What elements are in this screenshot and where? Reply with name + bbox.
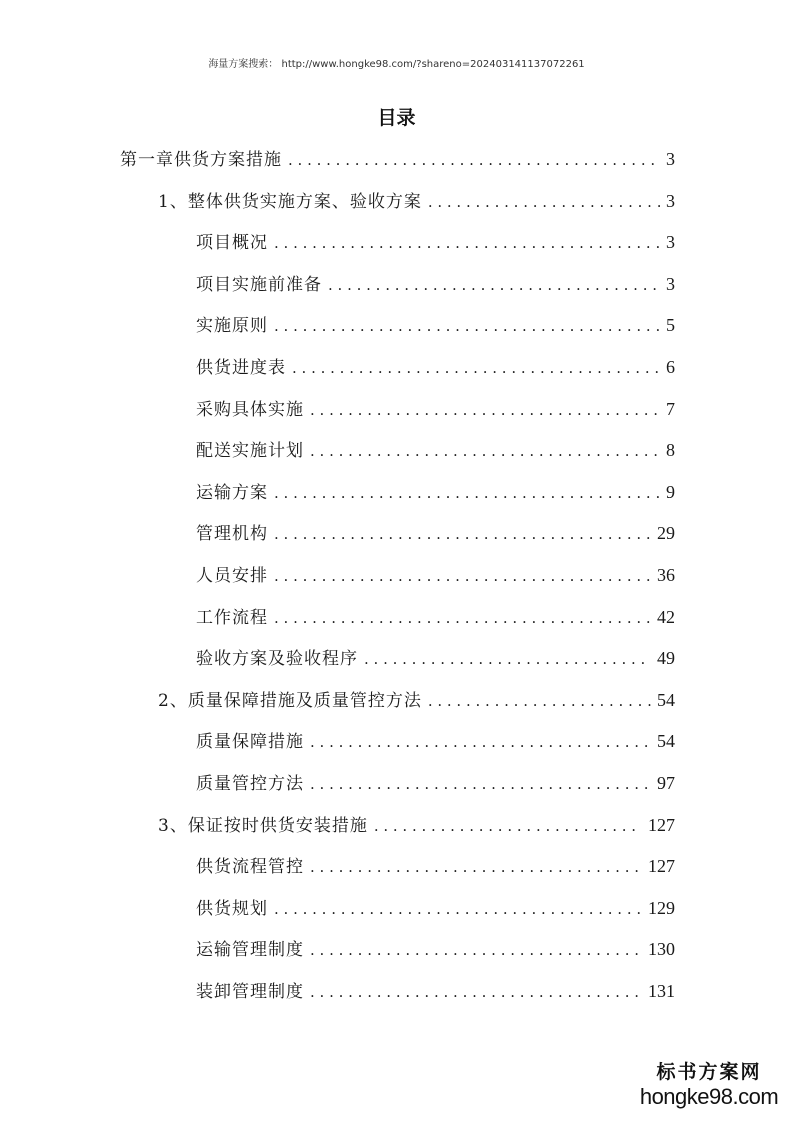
toc-page-number: 49 bbox=[657, 648, 675, 669]
toc-entry bbox=[0, 845, 793, 887]
toc-entry-link[interactable] bbox=[196, 720, 675, 762]
toc-dot-leader bbox=[274, 555, 651, 597]
toc-dot-leader bbox=[288, 139, 660, 181]
toc-entry bbox=[0, 512, 793, 554]
toc-entry-title: 1、整体供货实施方案、验收方案 bbox=[158, 191, 422, 212]
toc-entry bbox=[0, 720, 793, 762]
toc-page-number: 127 bbox=[648, 856, 675, 877]
toc-entry-link[interactable] bbox=[196, 388, 675, 430]
toc-entry-title: 装卸管理制度 bbox=[196, 982, 304, 1002]
toc-entry bbox=[0, 388, 793, 430]
toc-page-number: 36 bbox=[657, 565, 675, 585]
toc-entry-title: 项目实施前准备 bbox=[196, 274, 322, 295]
watermark-line-2: hongke98.com bbox=[639, 1084, 779, 1109]
toc-entry-title: 3、保证按时供货安装措施 bbox=[158, 815, 368, 836]
toc-entry bbox=[0, 762, 793, 804]
toc-entry-link[interactable] bbox=[158, 804, 675, 846]
toc-entry-title: 质量保障措施 bbox=[196, 732, 304, 753]
toc-entry-title: 人员安排 bbox=[196, 566, 268, 586]
toc-entry-title: 项目概况 bbox=[196, 233, 268, 254]
toc-dot-leader bbox=[310, 763, 651, 805]
toc-page-number: 129 bbox=[648, 897, 675, 918]
toc-entry bbox=[0, 346, 793, 388]
toc-entry-title: 供货规划 bbox=[196, 898, 268, 919]
toc-dot-leader bbox=[274, 888, 642, 930]
toc-entry-link[interactable] bbox=[196, 970, 675, 1012]
toc-entry bbox=[0, 304, 793, 346]
toc-entry-title: 供货流程管控 bbox=[196, 857, 304, 878]
toc-entry-link[interactable] bbox=[196, 762, 675, 804]
toc-entry-link[interactable] bbox=[196, 928, 675, 970]
toc-page-number: 97 bbox=[657, 773, 675, 793]
toc-entry-title: 质量管控方法 bbox=[196, 774, 304, 794]
toc-dot-leader bbox=[310, 721, 651, 763]
toc-page-number: 29 bbox=[657, 523, 675, 544]
toc-entry bbox=[0, 429, 793, 471]
toc-dot-leader bbox=[310, 846, 642, 888]
toc-dot-leader bbox=[310, 430, 660, 472]
toc-entry-title: 验收方案及验收程序 bbox=[196, 649, 358, 670]
toc-entry bbox=[0, 471, 793, 513]
toc-dot-leader bbox=[274, 513, 651, 555]
toc-entry-title: 管理机构 bbox=[196, 524, 268, 545]
toc-entry-link[interactable] bbox=[196, 554, 675, 596]
toc-entry-link[interactable] bbox=[196, 346, 675, 388]
toc-entry bbox=[0, 928, 793, 970]
toc-dot-leader bbox=[310, 389, 660, 431]
toc-page-number: 8 bbox=[666, 440, 675, 461]
toc-dot-leader bbox=[328, 264, 660, 306]
toc-entry-link[interactable] bbox=[196, 221, 675, 263]
toc-entry-link[interactable] bbox=[158, 679, 675, 721]
toc-page-number: 3 bbox=[666, 273, 675, 294]
toc-dot-leader bbox=[364, 638, 651, 680]
toc-entry-link[interactable] bbox=[196, 304, 675, 346]
toc-entry-title: 采购具体实施 bbox=[196, 399, 304, 420]
toc-dot-leader bbox=[310, 929, 642, 971]
toc-dot-leader bbox=[292, 347, 660, 389]
toc-entry-title: 2、质量保障措施及质量管控方法 bbox=[158, 690, 422, 711]
toc-entry-title: 供货进度表 bbox=[196, 358, 286, 378]
toc-page-number: 54 bbox=[657, 731, 675, 752]
site-logo-watermark bbox=[639, 1060, 779, 1110]
toc-page-number: 3 bbox=[666, 149, 675, 169]
toc-entry-link[interactable] bbox=[196, 263, 675, 305]
page-title: 目录 bbox=[377, 107, 416, 129]
toc-dot-leader bbox=[274, 222, 660, 264]
toc-page-number: 42 bbox=[657, 606, 675, 627]
toc-page-number: 3 bbox=[666, 190, 675, 211]
toc-entry bbox=[0, 138, 793, 180]
toc-entry-link[interactable] bbox=[158, 180, 675, 222]
toc-dot-leader bbox=[274, 305, 660, 347]
toc-entry bbox=[0, 180, 793, 222]
toc-entry-link[interactable] bbox=[196, 512, 675, 554]
toc-entry-title: 实施原则 bbox=[196, 316, 268, 337]
toc-entry-link[interactable] bbox=[196, 471, 675, 513]
toc-entry bbox=[0, 679, 793, 721]
toc-entry bbox=[0, 804, 793, 846]
toc-entry bbox=[0, 263, 793, 305]
toc-entry bbox=[0, 554, 793, 596]
toc-dot-leader bbox=[310, 971, 642, 1013]
toc-entry-link[interactable] bbox=[196, 429, 675, 471]
toc-page-number: 6 bbox=[666, 357, 675, 377]
toc-entry bbox=[0, 887, 793, 929]
toc-page-number: 9 bbox=[666, 481, 675, 502]
toc-dot-leader bbox=[374, 805, 642, 847]
header-search-url: 海量方案搜索： http://www.hongke98.com/?shareno=20240314113707226​1 bbox=[208, 59, 585, 70]
toc-entry-link[interactable] bbox=[196, 596, 675, 638]
toc-dot-leader bbox=[274, 472, 660, 514]
toc-entry-title: 配送实施计划 bbox=[196, 441, 304, 462]
toc-page-number: 127 bbox=[648, 814, 675, 835]
toc-entry bbox=[0, 970, 793, 1012]
toc-entry-link[interactable] bbox=[196, 887, 675, 929]
toc-entry bbox=[0, 596, 793, 638]
toc-page-number: 3 bbox=[666, 232, 675, 253]
toc-dot-leader bbox=[428, 680, 651, 722]
toc-entry bbox=[0, 221, 793, 263]
toc-entry-title: 第一章供货方案措施 bbox=[120, 150, 282, 170]
toc-page-number: 5 bbox=[666, 315, 675, 336]
toc-page-number: 7 bbox=[666, 398, 675, 419]
toc-page-number: 131 bbox=[648, 981, 675, 1001]
watermark-line-1: 标书方案网 bbox=[656, 1061, 762, 1083]
toc-dot-leader bbox=[274, 597, 651, 639]
toc-dot-leader bbox=[428, 181, 660, 223]
toc-entry-title: 运输管理制度 bbox=[196, 940, 304, 961]
toc-page-number: 130 bbox=[648, 939, 675, 960]
toc-entry-title: 工作流程 bbox=[196, 607, 268, 628]
toc-entry-link[interactable] bbox=[196, 845, 675, 887]
toc-page-number: 54 bbox=[657, 689, 675, 710]
toc-entry bbox=[0, 637, 793, 679]
toc-entry-link[interactable] bbox=[196, 637, 675, 679]
toc-entry-link[interactable] bbox=[120, 138, 675, 180]
toc-entry-title: 运输方案 bbox=[196, 482, 268, 503]
